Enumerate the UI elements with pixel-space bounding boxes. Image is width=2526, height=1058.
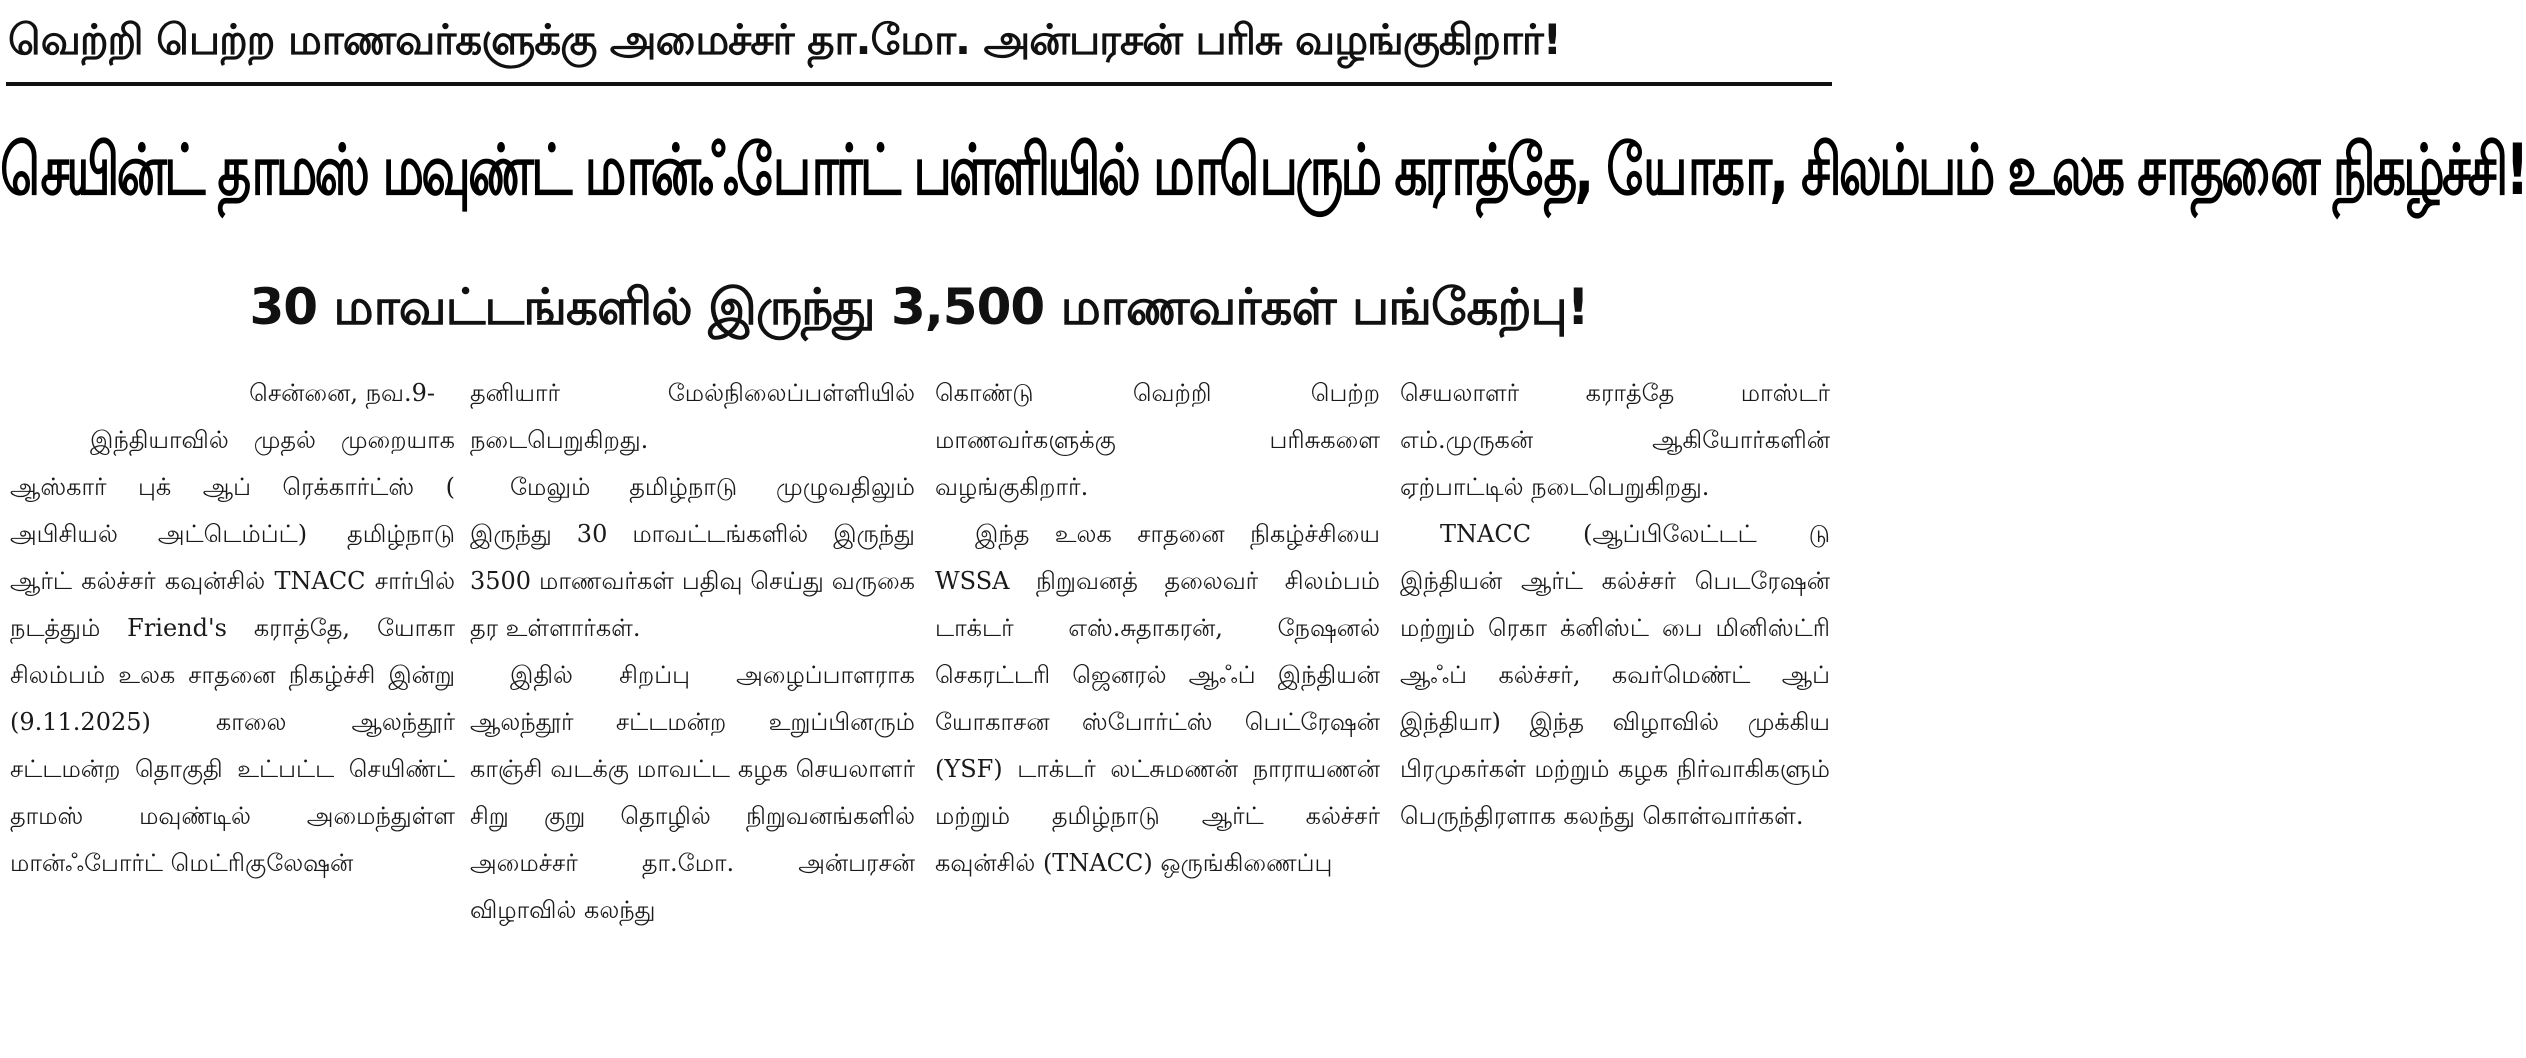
article-body bbox=[0, 370, 1838, 1058]
paragraph: இதில் சிறப்பு அழைப்பாளராக ஆலந்தூர் சட்டமன்ற உறுப்பினரும் காஞ்சி வடக்கு மாவட்ட கழக செயலாளர் சிறு குறு தொழில் நிறுவனங்களில் அமைச்சர் தா.மோ. அன்பரசன் விழாவில் கலந்து bbox=[470, 661, 915, 924]
paragraph: தனியார் மேல்நிலைப்பள்ளியில் நடைபெறுகிறது. bbox=[470, 379, 915, 454]
kicker-headline: வெற்றி பெற்ற மாணவர்களுக்கு அமைச்சர் தா.மோ. அன்பரசன் பரிசு வழங்குகிறார்! bbox=[8, 15, 1561, 64]
paragraph: செயலாளர் கராத்தே மாஸ்டர் எம்.முருகன் ஆகியோர்களின் ஏற்பாட்டில் நடைபெறுகிறது. bbox=[1400, 379, 1830, 501]
paragraph: கொண்டு வெற்றி பெற்ற மாணவர்களுக்கு பரிசுகளை வழங்குகிறார். bbox=[935, 379, 1380, 501]
article-column-4 bbox=[1400, 370, 1830, 1050]
main-headline: செயின்ட் தாமஸ் மவுண்ட் மான்ஃபோர்ட் பள்ளியில் மாபெரும் கராத்தே, யோகா, சிலம்பம் உலக சாதனை நிகழ்ச்சி! bbox=[0, 130, 2526, 212]
paragraph: இந்த உலக சாதனை நிகழ்ச்சியை WSSA நிறுவனத் தலைவர் சிலம்பம் டாக்டர் எஸ்.சுதாகரன், நேஷனல் செகரட்டரி ஜெனரல் ஆஃப் இந்தியன் யோகாசன ஸ்போர்ட்ஸ் பெட்ரேஷன் (YSF) டாக்டர் லட்சுமணன் நாராயணன் மற்றும் தமிழ்நாடு ஆர்ட் கல்ச்சர் கவுன்சில் (TNACC) ஒருங்கிணைப்பு bbox=[935, 520, 1380, 877]
sub-headline: 30 மாவட்டங்களில் இருந்து 3,500 மாணவர்கள் பங்கேற்பு! bbox=[249, 278, 1589, 336]
article-column-2 bbox=[470, 370, 915, 1050]
paragraph: மேலும் தமிழ்நாடு முழுவதிலும் இருந்து 30 மாவட்டங்களில் இருந்து 3500 மாணவர்கள் பதிவு செய்து வருகை தர உள்ளார்கள். bbox=[470, 473, 915, 642]
dateline: சென்னை, நவ.9- bbox=[249, 379, 435, 407]
article-column-3 bbox=[935, 370, 1380, 1050]
paragraph: இந்தியாவில் முதல் முறையாக ஆஸ்கார் புக் ஆப் ரெக்கார்ட்ஸ் ( அபிசியல் அட்டெம்ப்ட்) தமிழ்நாடு ஆர்ட் கல்ச்சர் கவுன்சில் TNACC சார்பில் நடத்தும் Friend's கராத்தே, யோகா சிலம்பம் உலக சாதனை நிகழ்ச்சி இன்று (9.11.2025) காலை ஆலந்தூர் சட்டமன்ற தொகுதி உட்பட்ட செயிண்ட் தாமஸ் மவுண்டில் அமைந்துள்ள மான்ஃபோர்ட் மெட்ரிகுலேஷன் bbox=[10, 426, 455, 877]
paragraph: TNACC (ஆப்பிலேட்டட் டு இந்தியன் ஆர்ட் கல்ச்சர் பெடரேஷன் மற்றும் ரெகா க்னிஸ்ட் பை மினிஸ்ட்ரி ஆஃப் கல்ச்சர், கவர்மெண்ட் ஆப் இந்தியா) இந்த விழாவில் முக்கிய பிரமுகர்கள் மற்றும் கழக நிர்வாகிகளும் பெருந்திரளாக கலந்து கொள்வார்கள். bbox=[1400, 520, 1830, 830]
article-column-1 bbox=[10, 370, 455, 1050]
